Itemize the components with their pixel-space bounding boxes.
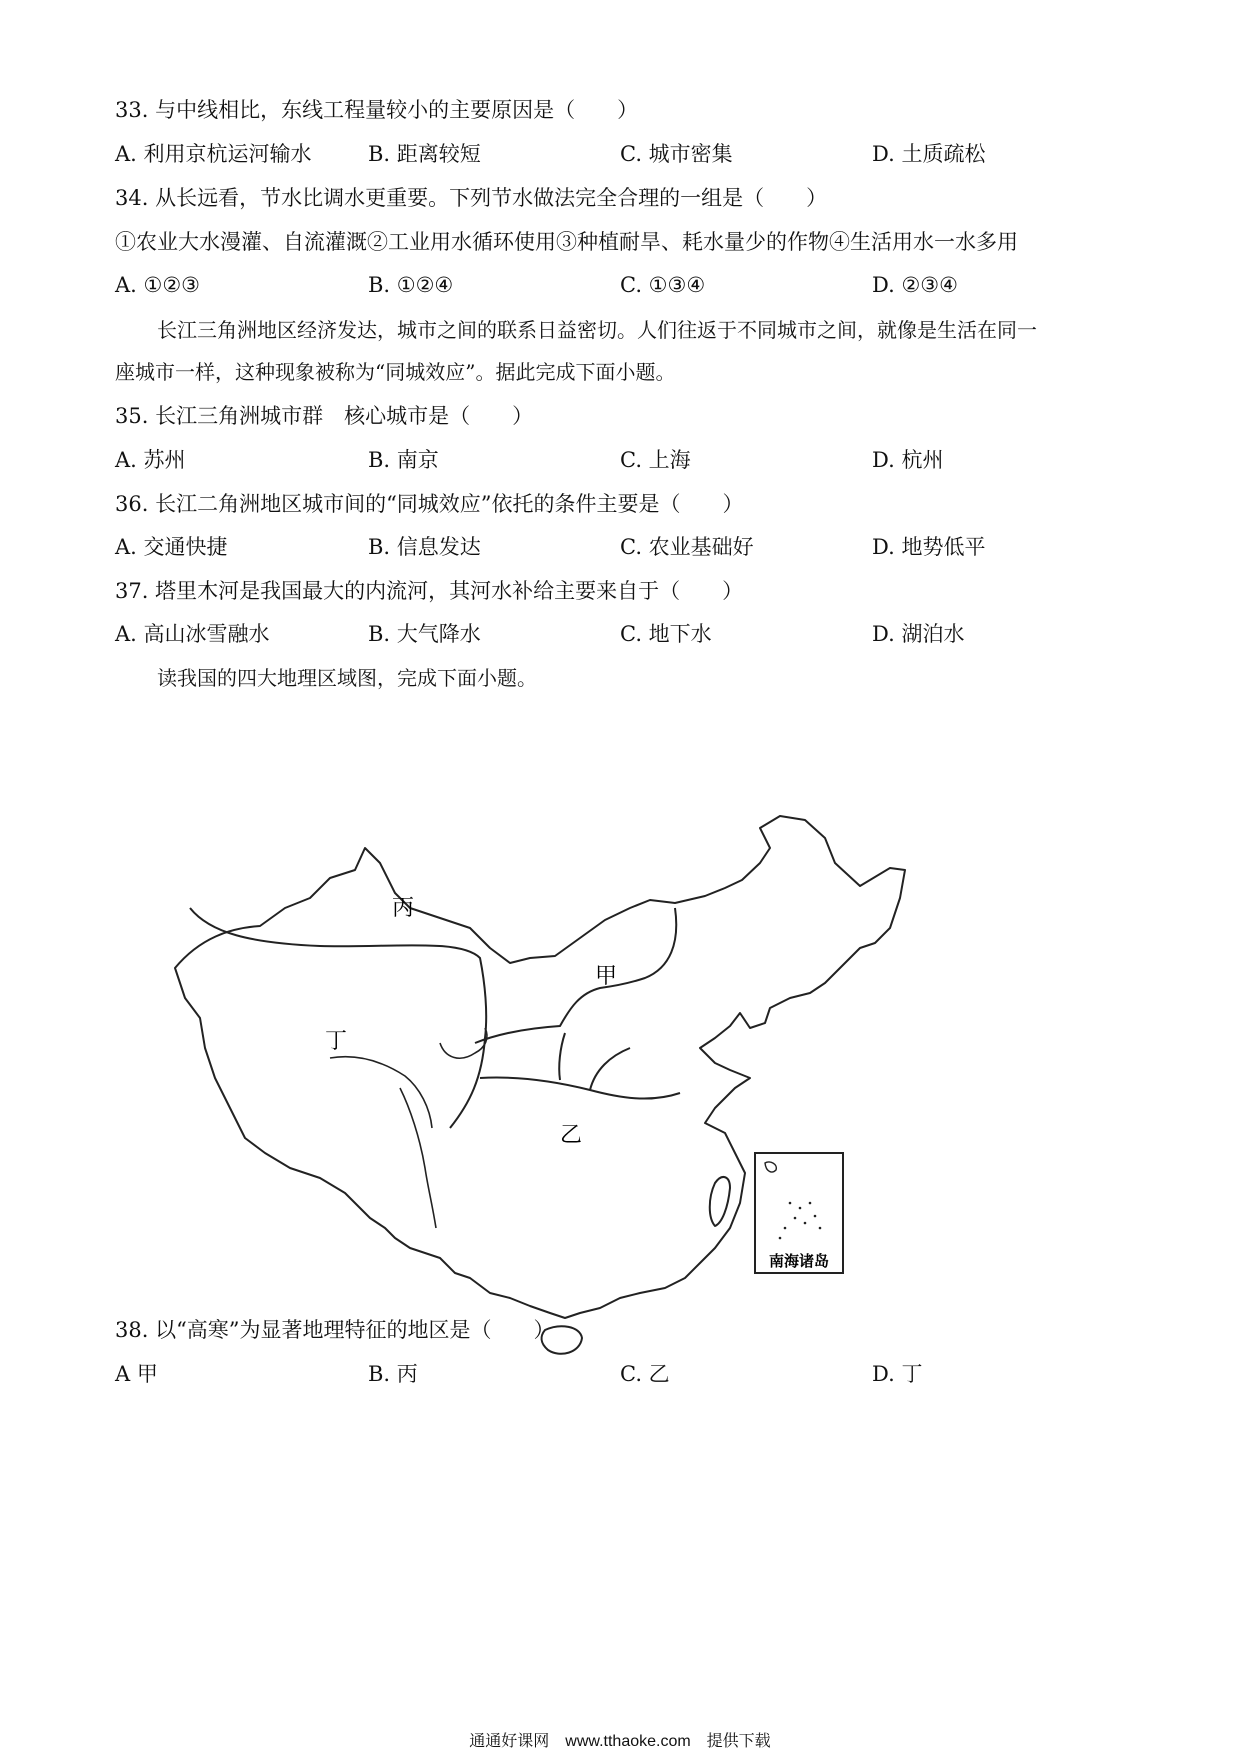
option-d[interactable]: D. 土质疏松 (872, 142, 986, 166)
boundary-north-northwest (475, 908, 676, 1043)
option-a[interactable]: A. 苏州 (115, 448, 186, 472)
option-c[interactable]: C. 乙 (620, 1362, 670, 1386)
passage-1-line-2: 座城市一样，这种现象被称为“同城效应”。据此完成下面小题。 (115, 360, 676, 384)
boundary-north-east (559, 1033, 630, 1090)
option-b[interactable]: B. 丙 (368, 1362, 418, 1386)
question-33-options (115, 140, 1125, 168)
region-label-yi: 乙 (560, 1123, 583, 1148)
option-c[interactable]: C. ①③④ (620, 273, 706, 297)
region-label-jia: 甲 (595, 964, 618, 989)
question-34-statement: ①农业大水漫灌、自流灌溉②工业用水循环使用③种植耐旱、耗水量少的作物④生活用水一水多用 (115, 230, 1018, 254)
option-d[interactable]: D. 丁 (872, 1362, 923, 1386)
river-loop (440, 1028, 487, 1058)
option-c[interactable]: C. 上海 (620, 448, 691, 472)
question-37: 37. 塔里木河是我国最大的内流河，其河水补给主要来自于（ ） (115, 579, 744, 603)
yellow-river (330, 1057, 432, 1128)
question-38: 38. 以“高寒”为显著地理特征的地区是（ ） (115, 1318, 555, 1342)
option-b[interactable]: B. 信息发达 (368, 535, 481, 559)
question-35-options (115, 446, 1125, 474)
boundary-qinghai-tibet (190, 908, 486, 1128)
option-d[interactable]: D. 杭州 (872, 448, 944, 472)
option-c[interactable]: C. 农业基础好 (620, 535, 754, 559)
region-label-bing: 丙 (392, 896, 415, 921)
question-36: 36. 长江二角洲地区城市间的“同城效应”依托的条件主要是（ ） (115, 492, 744, 516)
option-a[interactable]: A. 高山冰雪融水 (115, 622, 270, 646)
option-a[interactable]: A 甲 (115, 1362, 158, 1386)
region-label-ding: 丁 (325, 1029, 348, 1054)
question-36-options (115, 533, 1125, 561)
taiwan-island (710, 1177, 730, 1226)
option-a[interactable]: A. 交通快捷 (115, 535, 228, 559)
question-37-options (115, 620, 1125, 648)
question-33: 33. 与中线相比，东线工程量较小的主要原因是（ ） (115, 98, 639, 122)
passage-2: 读我国的四大地理区域图，完成下面小题。 (157, 666, 537, 690)
inset-label: 南海诸岛 (768, 1252, 830, 1270)
question-38-options (115, 1360, 1125, 1388)
option-d[interactable]: D. 地势低平 (872, 535, 986, 559)
option-b[interactable]: B. 大气降水 (368, 622, 481, 646)
question-34-options (115, 271, 1125, 299)
boundary-qinling-huaihe (480, 1078, 680, 1099)
option-b[interactable]: B. ①②④ (368, 273, 454, 297)
passage-1-line-1: 长江三角洲地区经济发达，城市之间的联系日益密切。人们往返于不同城市之间，就像是生活在同一 (157, 318, 1037, 342)
question-35: 35. 长江三角洲城市群 核心城市是（ ） (115, 404, 534, 428)
option-d[interactable]: D. ②③④ (872, 273, 958, 297)
option-c[interactable]: C. 地下水 (620, 622, 712, 646)
option-d[interactable]: D. 湖泊水 (872, 622, 965, 646)
question-34: 34. 从长远看，节水比调水更重要。下列节水做法完全合理的一组是（ ） (115, 186, 828, 210)
page-footer: 通通好课网 www.tthaoke.com 提供下载 (469, 1733, 771, 1750)
option-b[interactable]: B. 南京 (368, 448, 439, 472)
option-a[interactable]: A. 利用京杭运河输水 (115, 142, 312, 166)
option-a[interactable]: A. ①②③ (115, 273, 200, 297)
yangtze-river (400, 1088, 436, 1228)
option-c[interactable]: C. 城市密集 (620, 142, 733, 166)
option-b[interactable]: B. 距离较短 (368, 142, 481, 166)
south-china-sea-inset (755, 1153, 843, 1273)
